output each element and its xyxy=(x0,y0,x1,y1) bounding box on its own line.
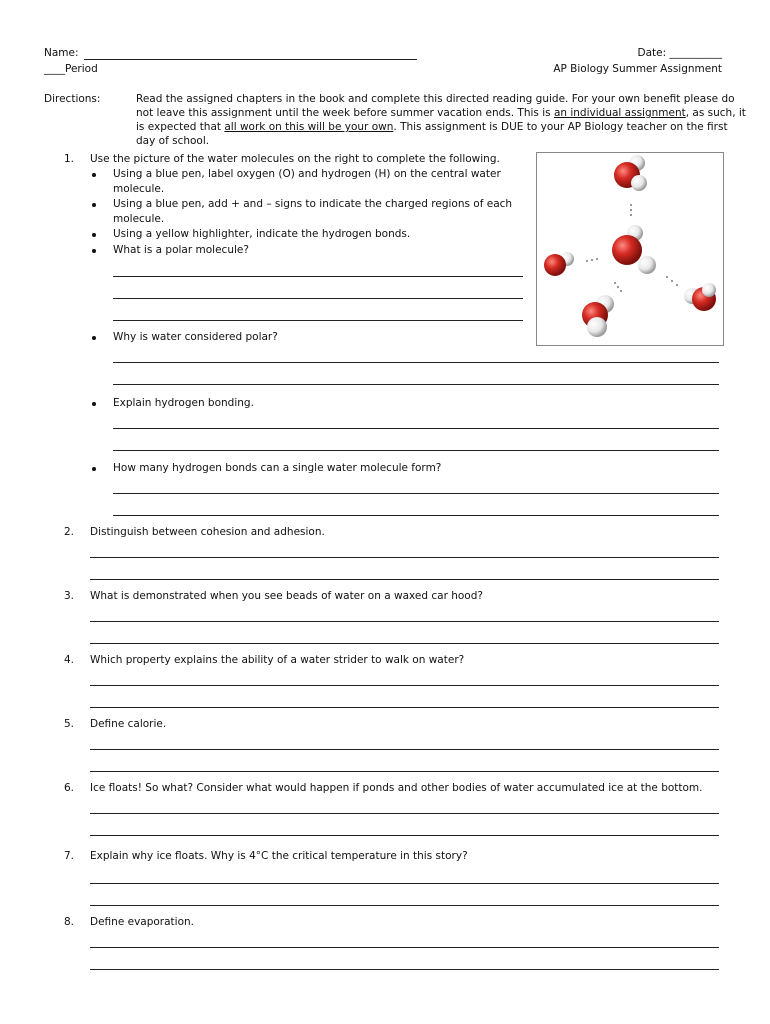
individual-assignment-emphasis: an individual assignment xyxy=(553,107,686,119)
water-molecule-top xyxy=(614,155,647,191)
water-molecule-bottom xyxy=(582,295,614,337)
bullet-icon xyxy=(92,203,96,207)
directions-line-4: day of school. xyxy=(136,135,210,147)
name-label: Name: xyxy=(44,47,79,59)
bullet-icon xyxy=(92,249,96,253)
question-1-prompt: Use the picture of the water molecules on the right to complete the following. xyxy=(90,153,500,165)
question-7-text: Explain why ice floats. Why is 4°C the critical temperature in this story? xyxy=(90,850,468,862)
directions-line-2-start: not leave this assignment until the week before summer vacation ends. This is xyxy=(136,107,554,119)
directions-line-3-start: is expected that xyxy=(136,121,225,133)
q1-bullet-1-line-1: Using a blue pen, label oxygen (O) and hydrogen (H) on the central water xyxy=(113,168,501,180)
answer-line[interactable] xyxy=(113,493,719,494)
answer-line[interactable] xyxy=(90,685,719,686)
question-3-text: What is demonstrated when you see beads of water on a waxed car hood? xyxy=(90,590,483,602)
period-label: ____Period xyxy=(44,63,98,75)
bullet-icon xyxy=(92,467,96,471)
answer-line[interactable] xyxy=(90,579,719,580)
question-8-text: Define evaporation. xyxy=(90,916,195,928)
question-8-number: 8. xyxy=(64,916,75,928)
q1-bullet-4: What is a polar molecule? xyxy=(113,244,249,256)
answer-line[interactable] xyxy=(90,813,719,814)
answer-line[interactable] xyxy=(113,298,523,299)
answer-line[interactable] xyxy=(90,969,719,970)
answer-line[interactable] xyxy=(90,835,719,836)
question-6-number: 6. xyxy=(64,782,75,794)
q1-bullet-6: Explain hydrogen bonding. xyxy=(113,397,254,409)
water-molecule-left xyxy=(544,252,574,276)
q1-bullet-3: Using a yellow highlighter, indicate the hydrogen bonds. xyxy=(113,228,411,240)
answer-line[interactable] xyxy=(113,320,523,321)
answer-line[interactable] xyxy=(90,883,719,884)
water-molecule-central xyxy=(612,225,656,274)
question-2-number: 2. xyxy=(64,526,75,538)
bullet-icon xyxy=(92,233,96,237)
answer-line[interactable] xyxy=(113,450,719,451)
directions-line-1: Read the assigned chapters in the book and complete this directed reading guide. For your own benefit please do xyxy=(136,93,735,105)
assignment-title: AP Biology Summer Assignment xyxy=(553,63,722,75)
water-molecules-figure xyxy=(536,152,724,346)
date-label: Date: __________ xyxy=(637,47,722,59)
own-work-emphasis: all work on this will be your own xyxy=(224,121,394,133)
question-6-text: Ice floats! So what? Consider what would happen if ponds and other bodies of water accumulated ice at the bottom. xyxy=(90,782,703,794)
question-1-number: 1. xyxy=(64,153,75,165)
question-5-number: 5. xyxy=(64,718,75,730)
directions-line-3-end: . This assignment is DUE to your AP Biology teacher on the first xyxy=(393,121,728,133)
q1-bullet-1-line-2: molecule. xyxy=(113,183,165,195)
answer-line[interactable] xyxy=(90,707,719,708)
answer-line[interactable] xyxy=(113,515,719,516)
answer-line[interactable] xyxy=(113,384,719,385)
bullet-icon xyxy=(92,173,96,177)
question-5-text: Define calorie. xyxy=(90,718,167,730)
q1-bullet-7: How many hydrogen bonds can a single water molecule form? xyxy=(113,462,442,474)
answer-line[interactable] xyxy=(113,428,719,429)
directions-line-3 xyxy=(136,120,726,134)
answer-line[interactable] xyxy=(90,947,719,948)
answer-line[interactable] xyxy=(113,362,719,363)
question-2-text: Distinguish between cohesion and adhesion. xyxy=(90,526,325,538)
q1-bullet-2-line-1: Using a blue pen, add + and – signs to indicate the charged regions of each xyxy=(113,198,513,210)
answer-line[interactable] xyxy=(90,905,719,906)
q1-bullet-5: Why is water considered polar? xyxy=(113,331,278,343)
question-7-number: 7. xyxy=(64,850,75,862)
answer-line[interactable] xyxy=(113,276,523,277)
answer-line[interactable] xyxy=(90,771,719,772)
directions-line-2-end: , as such, it xyxy=(685,107,746,119)
answer-line[interactable] xyxy=(90,643,719,644)
question-3-number: 3. xyxy=(64,590,75,602)
name-answer-line[interactable] xyxy=(84,59,417,60)
answer-line[interactable] xyxy=(90,749,719,750)
question-4-text: Which property explains the ability of a water strider to walk on water? xyxy=(90,654,465,666)
directions-text xyxy=(136,92,746,148)
answer-line[interactable] xyxy=(90,557,719,558)
water-molecule-right xyxy=(684,283,716,311)
directions-line-2 xyxy=(136,106,746,120)
question-4-number: 4. xyxy=(64,654,75,666)
q1-bullet-2-line-2: molecule. xyxy=(113,213,165,225)
water-molecules-illustration xyxy=(537,153,723,345)
bullet-icon xyxy=(92,402,96,406)
directions-label: Directions: xyxy=(44,93,101,105)
answer-line[interactable] xyxy=(90,621,719,622)
bullet-icon xyxy=(92,336,96,340)
